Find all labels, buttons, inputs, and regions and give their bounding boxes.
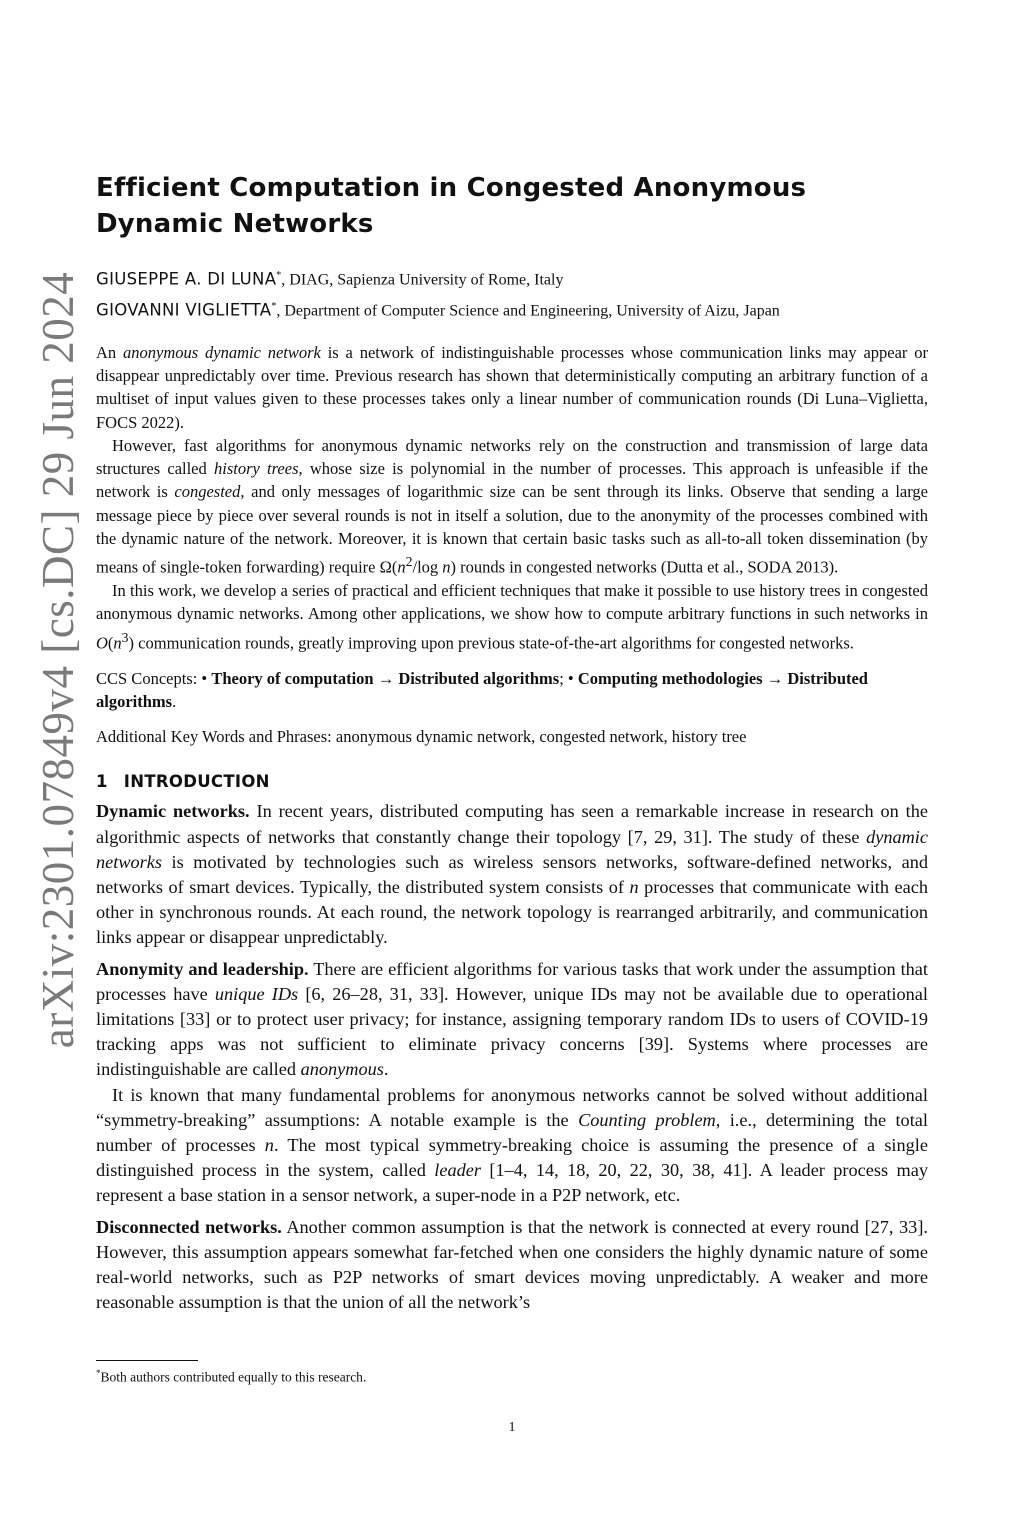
emphasis: dynamic networks	[96, 826, 928, 872]
runin-heading: Anonymity and leadership.	[96, 958, 309, 979]
emphasis: anonymous dynamic network	[123, 342, 321, 362]
text: communication rounds, greatly improving upon previous state-of-the-art algorithms for congested networks.	[134, 633, 854, 653]
math-sup: 3	[121, 629, 129, 645]
author-mark: *	[276, 270, 282, 281]
arxiv-stamp-text: arXiv:2301.07849v4 [cs.DC] 29 Jun 2024	[33, 271, 84, 1049]
footnote-mark: *	[96, 1368, 101, 1378]
math: (	[107, 633, 114, 653]
author-name: GIUSEPPE A. DI LUNA	[96, 269, 277, 289]
math: n	[397, 557, 406, 577]
text: processes that communicate with each other in synchronous rounds. At each round, the network topology is rearranged arbitrarily, and communication links appear or disappear unpredictably.	[96, 877, 928, 948]
text: However, fast algorithms for anonymous dynamic networks rely on the construction and transmission of large data structures called	[96, 435, 928, 479]
ccs-end: .	[172, 691, 177, 711]
text: There are efficient algorithms for various tasks that work under the assumption that processes have	[96, 958, 928, 1004]
text: ) rounds in congested networks (Dutta et al., SODA 2013).	[450, 557, 839, 577]
abstract-paragraph-2	[96, 434, 928, 579]
intro-paragraph-3	[96, 1083, 928, 1209]
text: It is known that many fundamental problems for anonymous networks cannot be solved without additional “symmetry-breaking” assumptions: A notable example is the	[96, 1084, 928, 1130]
paper-title: Efficient Computation in Congested Anonymous Dynamic Networks	[96, 173, 807, 239]
section-title: INTRODUCTION	[123, 772, 270, 792]
author-affiliation: , Department of Computer Science and Engineering, University of Aizu, Japan	[276, 302, 780, 320]
math: O	[96, 633, 108, 653]
text: is a network of indistinguishable processes whose communication links may appear or disappear unpredictably over time. Previous research has shown that deterministically computing an arbitrary function of a multiset of input values given to these processes takes only a linear number of communication rounds (Di Luna–Viglietta, FOCS 2022).	[96, 342, 929, 432]
footnote-text: Both authors contributed equally to this research.	[100, 1369, 367, 1385]
emphasis: anonymous	[300, 1059, 384, 1080]
emphasis: history trees	[213, 459, 299, 479]
math: )	[128, 633, 135, 653]
emphasis: Counting problem	[578, 1109, 716, 1130]
text: [6, 26–28, 31, 33]. However, unique IDs may not be available due to operational limitations [33] or to protect user privacy; for instance, assigning temporary random IDs to users of COVID-19 tracking apps was not sufficient to eliminate privacy concerns [39]. Systems where processes are indistinguishable are called	[96, 983, 928, 1080]
text: In this work, we develop a series of practical and efficient techniques that make it possible to use history trees in congested anonymous dynamic networks. Among other applications, we show how to compute arbitrary functions in such networks in	[96, 581, 928, 624]
runin-heading: Disconnected networks.	[96, 1216, 282, 1237]
author-2	[96, 293, 928, 324]
author-mark: *	[271, 301, 277, 313]
abstract-paragraph-3	[96, 579, 928, 654]
emphasis: unique IDs	[214, 983, 299, 1004]
footnote-rule	[96, 1360, 198, 1361]
math-sup: 2	[405, 554, 413, 570]
math: n	[442, 557, 451, 577]
text: , and only messages of logarithmic size can be sent through its links. Observe that sending a large message piece by piece over several rounds is not in itself a solution, due to the anonymity of the processes combined with the dynamic nature of the network. Moreover, it is known that certain basic tasks such as all-to-all token dissemination (by means of single-token forwarding) require Ω(	[96, 482, 928, 577]
emphasis: congested	[174, 482, 241, 502]
intro-paragraph-1	[96, 799, 928, 950]
ccs-concept: Theory of computation → Distributed algorithms	[211, 668, 560, 688]
math: n	[264, 1135, 274, 1156]
arxiv-stamp	[22, 271, 94, 1049]
ccs-label: CCS Concepts: •	[96, 668, 212, 688]
section-number: 1	[96, 772, 108, 792]
text: is motivated by technologies such as wireless sensors networks, software-defined networks, and networks of smart devices. Typically, the distributed system consists of	[96, 851, 928, 898]
ccs-concepts	[96, 667, 928, 714]
text: , whose size is polynomial in the number of processes. This approach is unfeasible if the network is	[96, 459, 928, 502]
emphasis: leader	[434, 1160, 481, 1181]
math: /log	[412, 557, 443, 577]
intro-paragraph-4	[96, 1215, 928, 1316]
text: , i.e., determining the total number of processes	[96, 1109, 928, 1156]
text: [1–4, 14, 18, 20, 22, 30, 38, 41]. A leader process may represent a base station in a sensor network, a super-node in a P2P network, etc.	[96, 1160, 928, 1206]
intro-paragraph-2	[96, 957, 928, 1083]
author-affiliation: , DIAG, Sapienza University of Rome, Italy	[281, 271, 564, 289]
ccs-separator: ; •	[559, 668, 578, 688]
text: . The most typical symmetry-breaking choice is assuming the presence of a single distinguished process in the system, called	[96, 1135, 928, 1181]
keywords	[96, 725, 928, 748]
text: .	[383, 1059, 389, 1080]
page-number: 1	[508, 1420, 516, 1435]
text: In recent years, distributed computing has seen a remarkable increase in research on the algorithmic aspects of networks that constantly change their topology [7, 29, 31]. The study of these	[96, 801, 928, 847]
intro-body	[96, 799, 928, 1315]
keywords-text: anonymous dynamic network, congested network, history tree	[335, 727, 747, 747]
text: An	[96, 342, 123, 362]
ccs-concept: Computing methodologies → Distributed algorithms	[96, 668, 868, 711]
abstract	[96, 341, 928, 655]
paper-content	[96, 170, 928, 1315]
text: Another common assumption is that the network is connected at every round [27, 33]. However, this assumption appears somewhat far-fetched when one considers the highly dynamic nature of some real-world networks, such as P2P networks of smart devices moving unpredictably. A weaker and more reasonable assumption is that the union of all the network’s	[96, 1216, 928, 1313]
abstract-paragraph-1	[96, 341, 928, 434]
keywords-label: Additional Key Words and Phrases:	[96, 727, 336, 747]
author-name: GIOVANNI VIGLIETTA	[96, 300, 272, 320]
author-1	[96, 262, 928, 293]
runin-heading: Dynamic networks.	[96, 801, 250, 822]
math: n	[113, 633, 122, 653]
math: n	[629, 877, 639, 898]
section-heading	[96, 772, 928, 791]
footnote	[96, 1368, 366, 1386]
